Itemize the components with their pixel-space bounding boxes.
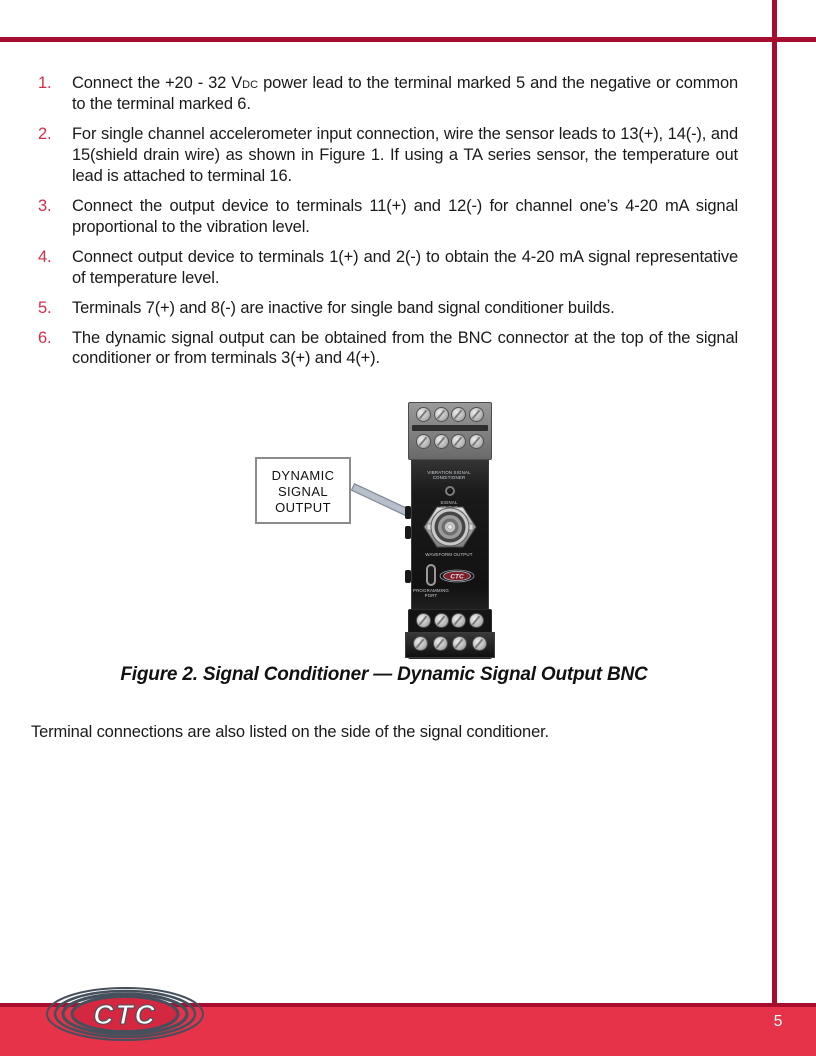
terminal-screw	[434, 407, 449, 422]
device-title-line: VIBRATION SIGNAL	[427, 470, 471, 475]
status-led	[445, 486, 455, 496]
programming-port-label-line: PORT	[424, 593, 438, 599]
terminal-screw	[472, 636, 487, 651]
terminal-screw	[434, 434, 449, 449]
terminal-screw	[434, 613, 449, 628]
terminal-screw	[416, 407, 431, 422]
terminal-screw	[416, 434, 431, 449]
ctc-logo-small-text: CTC	[450, 573, 464, 581]
callout-line: OUTPUT	[275, 500, 331, 515]
terminal-block-lip	[405, 632, 495, 658]
terminal-block-top	[408, 402, 492, 460]
programming-port	[426, 564, 436, 586]
callout-line: SIGNAL	[277, 484, 329, 499]
callout-line: DYNAMIC	[271, 468, 335, 483]
list-item	[38, 124, 738, 187]
page-number: 5	[773, 1013, 783, 1030]
list-item	[38, 328, 738, 370]
din-clip	[405, 526, 411, 539]
terminal-block-bottom	[408, 609, 492, 659]
item-text: Connect output device to terminals 1(+) and 2(-) to obtain the 4-20 mA signal representative of temperature level.	[72, 247, 738, 287]
din-clip	[405, 570, 411, 583]
item-number: 1.	[38, 74, 52, 92]
status-led-label-line: SIGNAL	[440, 500, 458, 505]
bnc-connector	[422, 504, 478, 550]
item-text-segment: Connect the +20 - 32 V	[72, 74, 243, 92]
terminal-screw	[469, 613, 484, 628]
programming-port-label	[393, 588, 470, 598]
port-row	[412, 564, 475, 599]
terminal-screw-row	[406, 636, 494, 651]
vdc-small-caps: DC	[242, 79, 259, 91]
ctc-logo-small	[439, 569, 475, 583]
item-text: Connect the output device to terminals 11(+) and 12(-) for channel one’s 4-20 mA signal proportional to the vibration level.	[72, 196, 738, 236]
signal-conditioner-image	[408, 402, 492, 659]
programming-port-label-line: PROGRAMMING	[412, 588, 450, 593]
terminal-screw	[451, 613, 466, 628]
ctc-logo-text: CTC	[93, 999, 157, 1030]
item-number: 5.	[38, 298, 52, 317]
list-item	[38, 247, 738, 289]
instruction-list	[38, 73, 738, 378]
top-rule	[0, 37, 816, 42]
terminal-screw	[451, 434, 466, 449]
terminal-screw	[451, 407, 466, 422]
list-item	[38, 196, 738, 238]
item-number: 6.	[38, 328, 52, 347]
item-text	[72, 73, 738, 115]
item-text: For single channel accelerometer input connection, wire the sensor leads to 13(+), 14(-), and 15(shield drain wire) as shown in Figure 1. If using a TA series sensor, the temperature out lead is attached to terminal 16.	[72, 124, 738, 185]
figure-2	[0, 395, 816, 665]
list-item	[38, 298, 738, 319]
terminal-screw	[416, 613, 431, 628]
item-number: 3.	[38, 196, 52, 215]
body-paragraph: Terminal connections are also listed on the side of the signal conditioner.	[31, 723, 549, 741]
item-text: Terminals 7(+) and 8(-) are inactive for single band signal conditioner builds.	[72, 298, 615, 317]
item-text: The dynamic signal output can be obtained from the BNC connector at the top of the signal conditioner or from terminals 3(+) and 4(+).	[72, 328, 738, 368]
terminal-screw	[433, 636, 448, 651]
terminal-screw	[469, 407, 484, 422]
terminal-screw	[452, 636, 467, 651]
callout-box	[255, 457, 351, 524]
list-item	[38, 73, 738, 115]
terminal-screw-row	[409, 434, 491, 449]
item-number: 4.	[38, 247, 52, 266]
ctc-logo	[44, 986, 206, 1042]
item-text-segment: power lead to the terminal marked 5 and the negative or common to the terminal marked 6.	[72, 74, 738, 113]
figure-caption: Figure 2. Signal Conditioner — Dynamic Signal Output BNC	[120, 664, 648, 685]
terminal-label-strip	[412, 425, 488, 431]
terminal-screw-row	[409, 407, 491, 422]
item-number: 2.	[38, 124, 52, 143]
device-face	[411, 460, 489, 609]
terminal-screw	[469, 434, 484, 449]
programming-port-column	[412, 564, 450, 599]
bnc-label: WAVEFORM OUTPUT	[425, 552, 473, 557]
device-title-line: CONDITIONER	[432, 475, 466, 481]
terminal-screw	[413, 636, 428, 651]
terminal-screw-row	[409, 613, 491, 628]
device-title	[411, 470, 488, 480]
